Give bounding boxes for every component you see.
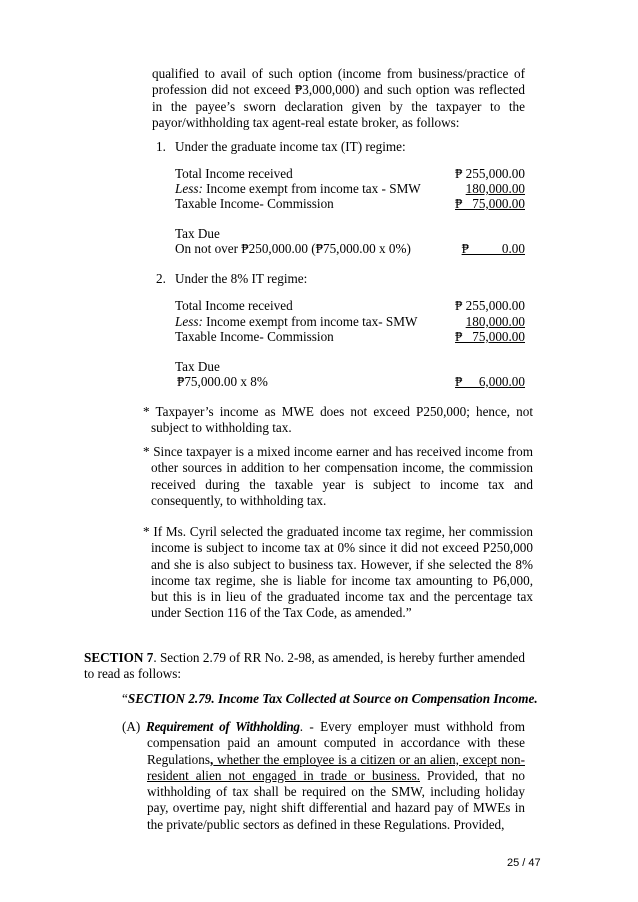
taxable-income-label: Taxable Income- Commission xyxy=(175,196,334,211)
regime-2-number: 2. xyxy=(156,271,166,286)
intro-paragraph: qualified to avail of such option (income from business/practice of profession did not exceed ₱3,000,000) and such option was reflected in the payee’s sworn declaration given by the taxpayer to the payor/withholding tax agent-real estate broker, as follows: xyxy=(152,66,525,130)
computation-value: ₱ 6,000.00 xyxy=(455,374,525,389)
regime-2-tax-due-row xyxy=(175,359,525,375)
tax-due-label: Tax Due xyxy=(175,226,220,241)
regime-1-number: 1. xyxy=(156,139,166,154)
subsection-a-marker: (A) xyxy=(122,719,141,734)
regime-1-less-row xyxy=(175,181,525,197)
computation-label: On not over ₱250,000.00 (₱75,000.00 x 0%) xyxy=(175,241,411,256)
less-exempt-label: Less: Income exempt from income tax- SMW xyxy=(175,314,418,329)
regime-1-taxable-row xyxy=(175,196,525,212)
taxable-income-label: Taxable Income- Commission xyxy=(175,329,334,344)
total-income-label: Total Income received xyxy=(175,298,293,313)
computation-label: ₱75,000.00 x 8% xyxy=(177,374,268,389)
taxable-income-value: ₱ 75,000.00 xyxy=(455,329,525,344)
less-exempt-value: 180,000.00 xyxy=(465,181,525,196)
computation-value: ₱ 0.00 xyxy=(461,241,525,256)
section-7-paragraph xyxy=(84,650,525,683)
regime-1-computation-row xyxy=(175,241,525,257)
note-regime-comparison: * If Ms. Cyril selected the graduated income tax regime, her commission income is subject to income tax at 0% since it did not exceed P250,000 and she is also subject to business tax. However, if she selected the 8% income tax regime, she is liable for income tax amounting to P6,000, but this is in lieu of the graduated income tax and the percentage tax under Section 116 of the Tax Code, as amended.” xyxy=(143,524,533,621)
subsection-a-paragraph: Requirement of Withholding. - Every employer must withhold from compensation paid an amount computed in accordance with these Regulations, whether the employee is a citizen or an alien, except non-resident alien not engaged in trade or business. Provided, that no withholding of tax shall be required on the SMW, including holiday pay, overtime pay, night shift differential and hazard pay of MWEs in the private/public sectors as defined in these Regulations. Provided, xyxy=(146,719,526,832)
regime-2-total-income-row xyxy=(175,298,525,314)
regime-1-total-income-row xyxy=(175,166,525,182)
tax-due-label: Tax Due xyxy=(175,359,220,374)
total-income-label: Total Income received xyxy=(175,166,293,181)
regime-2-less-row xyxy=(175,314,525,330)
note-mwe: * Taxpayer’s income as MWE does not exceed P250,000; hence, not subject to withholding tax. xyxy=(143,404,533,436)
taxable-income-value: ₱ 75,000.00 xyxy=(455,196,525,211)
regime-2-taxable-row xyxy=(175,329,525,345)
total-income-value: ₱ 255,000.00 xyxy=(455,166,525,181)
note-mixed-income: * Since taxpayer is a mixed income earner and has received income from other sources in addition to her compensation income, the commission received during the taxable year is subject to income tax and consequently, to withholding tax. xyxy=(143,444,533,508)
subsection-a-title: Requirement of Withholding xyxy=(146,719,300,734)
less-exempt-value: 180,000.00 xyxy=(465,314,525,329)
section-7-text: . Section 2.79 of RR No. 2-98, as amended, is hereby further amended to read as follows: xyxy=(84,650,525,682)
regime-1-tax-due-row xyxy=(175,226,525,242)
section-7-label: SECTION 7 xyxy=(84,650,154,665)
underlined-clause: whether the employee is a citizen or an alien, except non-resident alien not engaged in trade or business. xyxy=(147,751,525,783)
section-279-heading: “SECTION 2.79. Income Tax Collected at Source on Compensation Income. xyxy=(122,691,538,706)
page-number: 25 / 47 xyxy=(507,857,541,869)
less-exempt-label: Less: Income exempt from income tax - SMW xyxy=(175,181,421,196)
regime-2-computation-row xyxy=(175,374,525,390)
regime-1-heading: Under the graduate income tax (IT) regime: xyxy=(175,139,406,154)
regime-2-heading: Under the 8% IT regime: xyxy=(175,271,308,286)
total-income-value: ₱ 255,000.00 xyxy=(455,298,525,313)
